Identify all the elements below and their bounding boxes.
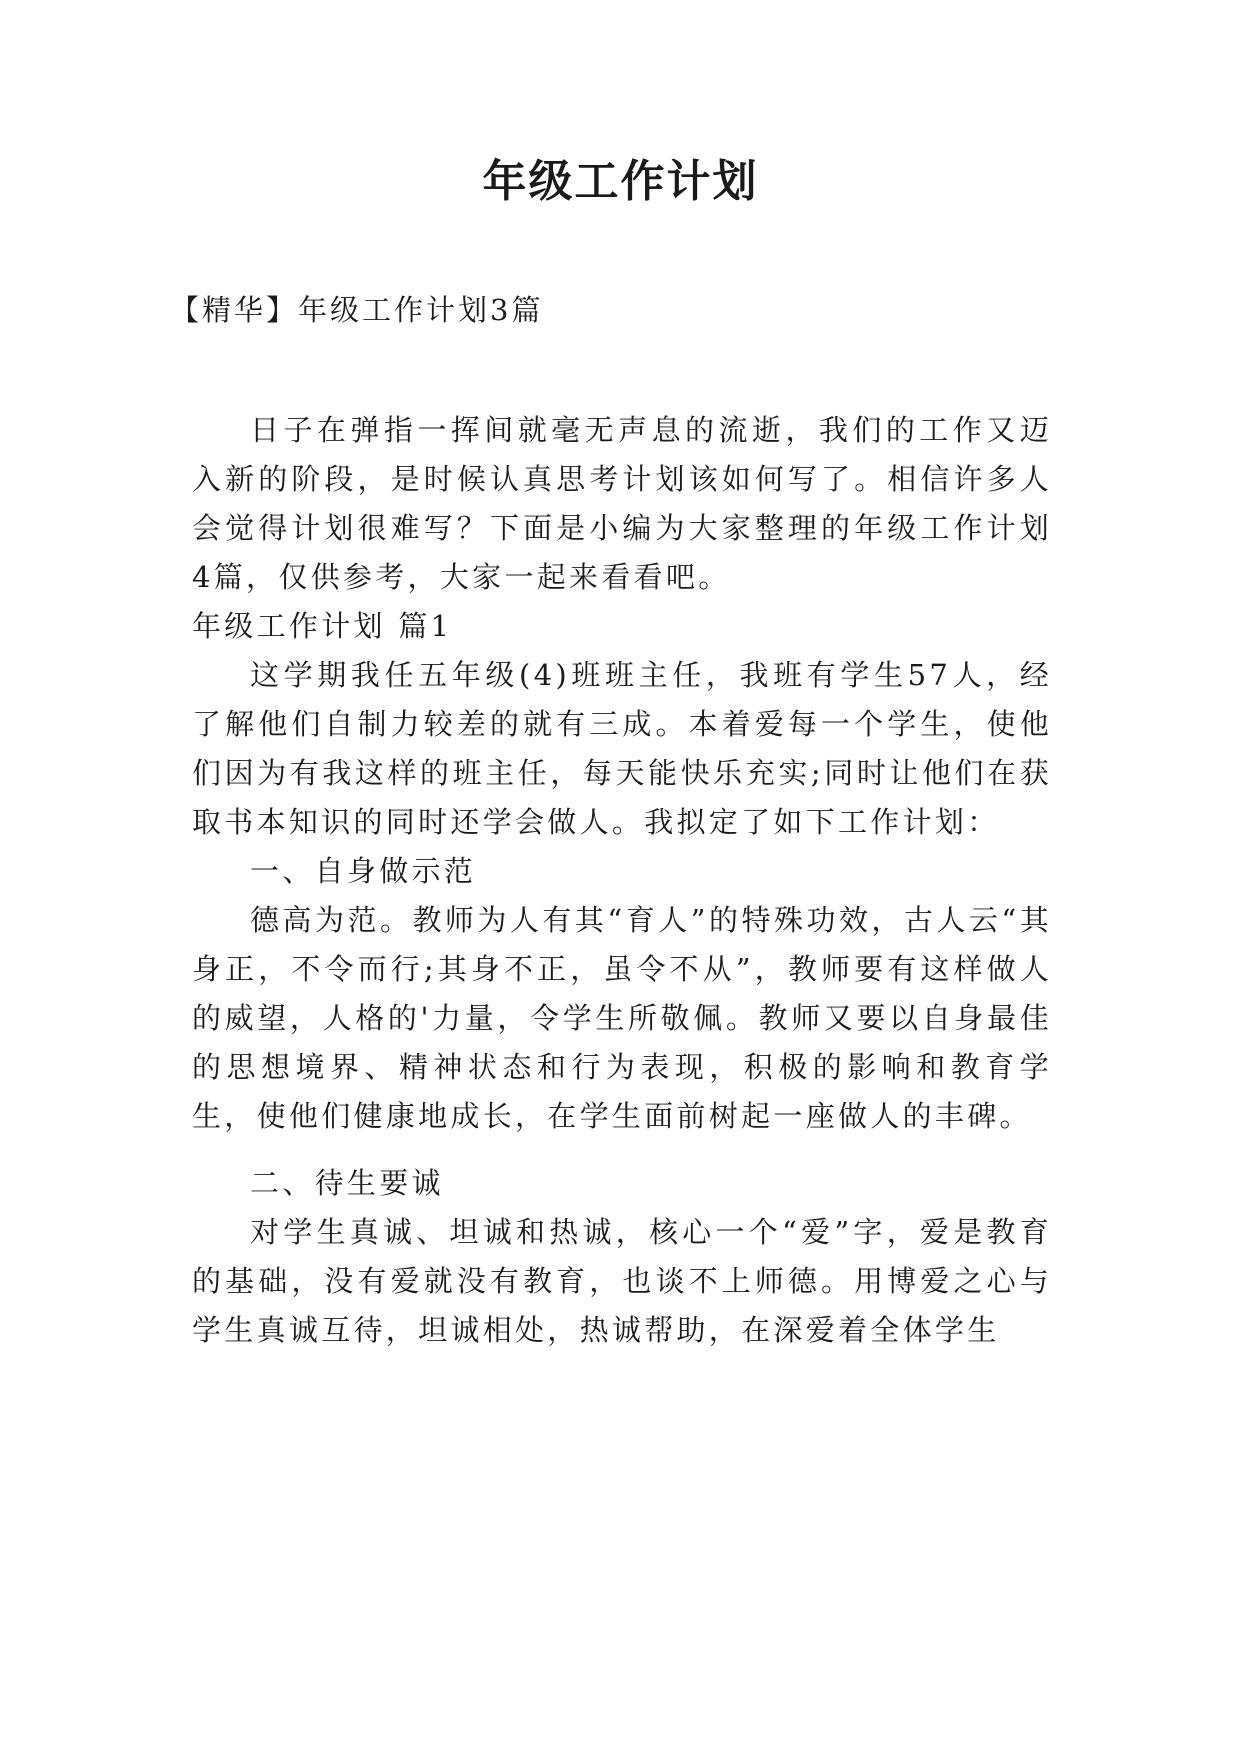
section-heading-article-1: 年级工作计划 篇1 [192,609,453,643]
document-title: 年级工作计划 [482,156,759,207]
subheading-1-paragraph: 德高为范。教师为人有其“育人”的特殊功效，古人云“其身正，不令而行;其身不正，虽令不从”，教师要有这样做人的威望，人格的'力量，令学生所敬佩。教师又要以自身最佳的思想境界、精神状态和行为表现，积极的影响和教育学生，使他们健康地成长，在学生面前树起一座做人的丰碑。 [192,903,1052,1133]
document-body [192,406,1052,1355]
subheading-2: 二、待生要诚 [250,1166,444,1200]
subheading-1: 一、自身做示范 [250,854,477,888]
intro-paragraph: 日子在弹指一挥间就毫无声息的流逝，我们的工作又迈入新的阶段，是时候认真思考计划该如何写了。相信许多人会觉得计划很难写？下面是小编为大家整理的年级工作计划4篇，仅供参考，大家一起来看看吧。 [192,413,1052,594]
subheading-2-paragraph: 对学生真诚、坦诚和热诚，核心一个“爱”字，爱是教育的基础，没有爱就没有教育，也谈不上师德。用博爱之心与学生真诚互待，坦诚相处，热诚帮助，在深爱着全体学生 [192,1215,1052,1347]
document-subtitle: 【精华】年级工作计划3篇 [170,293,544,327]
article-1-intro-paragraph: 这学期我任五年级(4)班班主任，我班有学生57人，经了解他们自制力较差的就有三成。本着爱每一个学生，使他们因为有我这样的班主任，每天能快乐充实;同时让他们在获取书本知识的同时还学会做人。我拟定了如下工作计划： [192,658,1052,839]
